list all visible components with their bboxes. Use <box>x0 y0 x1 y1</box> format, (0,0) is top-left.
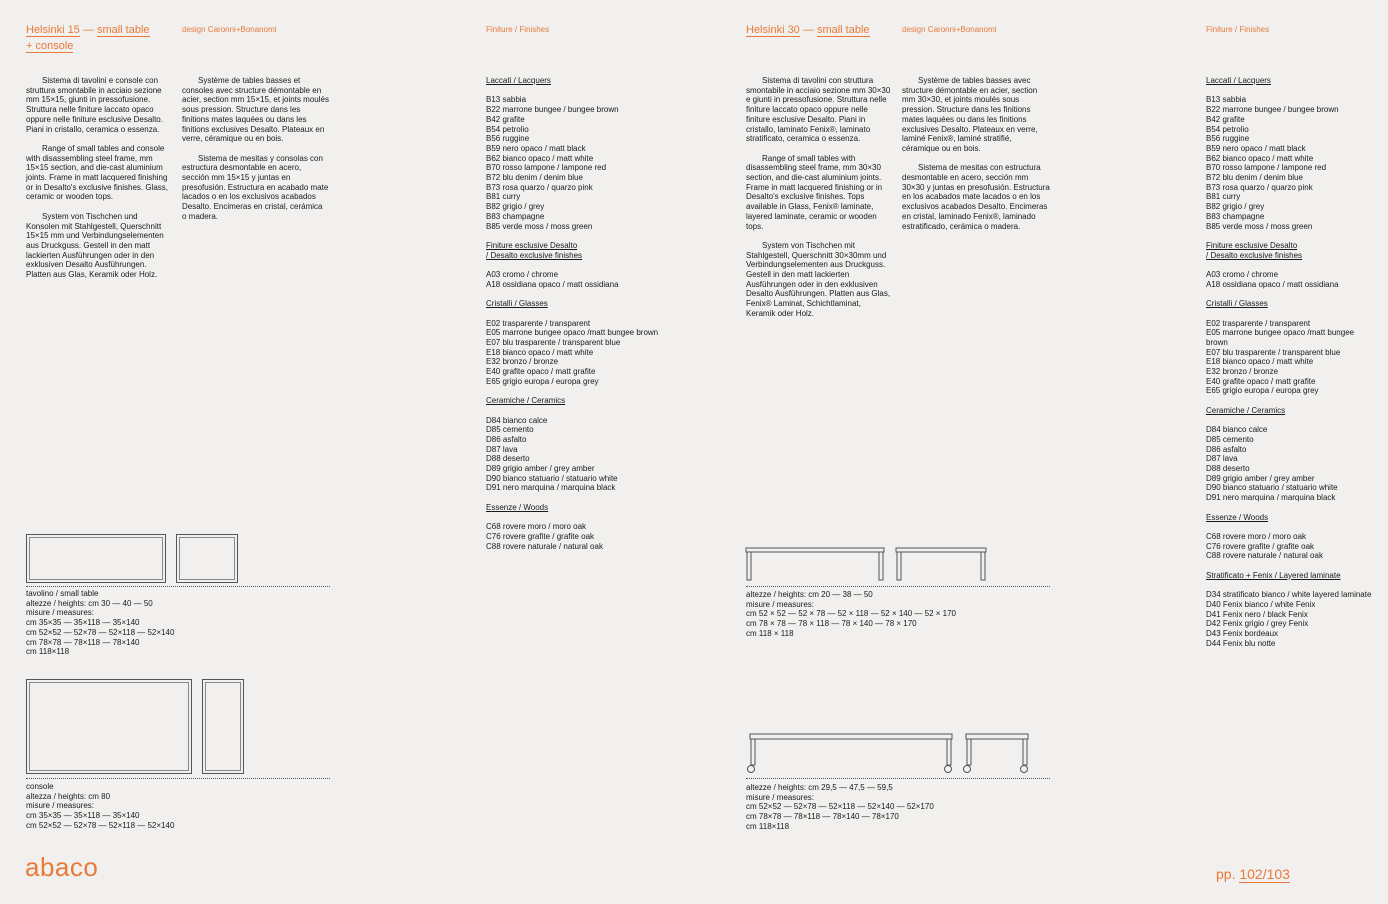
finish-item: C68 rovere moro / moro oak <box>1206 531 1307 541</box>
right-design-credit: design Caronni+Bonanomi <box>902 25 997 34</box>
finish-item: B56 ruggine <box>486 134 530 144</box>
page-numbers <box>1216 866 1290 882</box>
finish-item: D89 grigio amber / grey amber <box>1206 473 1315 483</box>
finish-item: E65 grigio europa / europa grey <box>486 376 599 386</box>
spec-line: misure / measures: <box>746 599 815 609</box>
spec-line: cm 52×52 — 52×78 — 52×118 — 52×140 <box>26 820 175 830</box>
finish-item: C76 rovere grafite / grafite oak <box>486 531 595 541</box>
finish-group <box>486 241 661 290</box>
right-title-type: small table <box>816 24 870 36</box>
finish-item: B56 ruggine <box>1206 134 1250 144</box>
finish-item: B22 marrone bungee / bungee brown <box>1206 105 1339 115</box>
left-product-title <box>26 22 150 54</box>
finish-item: E32 bronzo / bronze <box>486 357 559 367</box>
finish-item: D34 stratificato bianco / white layered laminate <box>1206 590 1372 600</box>
right-spec-low <box>746 590 956 639</box>
pages-prefix: pp. <box>1216 866 1236 882</box>
finish-item: E18 bianco opaco / matt white <box>1206 357 1314 367</box>
right-finishes-label: Finiture / Finishes <box>1206 25 1270 34</box>
finish-item: B82 grigio / grey <box>486 202 545 212</box>
finish-group <box>486 76 661 231</box>
finish-item: B22 marrone bungee / bungee brown <box>486 105 619 115</box>
finish-item: E32 bronzo / bronze <box>1206 367 1279 377</box>
description-paragraph: Sistema di tavolini e console con struttura smontabile in acciaio sezione mm 15×15, giunti in pressofusione. Struttura nelle finiture laccato opaco oppure nelle finiture esclusive Desalto. Piani in cristallo, ceramica o essenza. <box>26 76 163 134</box>
finish-item: B62 bianco opaco / matt white <box>486 153 594 163</box>
finish-item: B85 verde moss / moss green <box>486 221 593 231</box>
finish-item: B83 champagne <box>486 211 545 221</box>
right-product-title <box>746 22 870 38</box>
finish-item: B13 sabbia <box>486 95 527 105</box>
description-paragraph: Range of small tables with disassembling steel frame, mm 30×30 section, and die-cast aluminium joints. Frame in matt lacquered finishing or in Desalto's exclusive finishes. Tops available in Glass, Fenix® laminate, layered laminate, ceramic or wooden tops. <box>746 153 883 231</box>
finish-item: B54 petrolio <box>486 124 529 134</box>
spec-line: misure / measures: <box>746 792 815 802</box>
title-dash: — <box>802 24 814 36</box>
finish-item: E02 trasparente / transparent <box>486 318 591 328</box>
description-paragraph: System von Tischchen und Konsolen mit Stahlgestell, Querschnitt 15×15 mm und Verbindungselementen aus Druckguss. Gestell in den matt lackierten Ausführungen oder in den exklusiven Desalto Ausführungen. Platten aus Glas, Keramik oder Holz. <box>26 211 164 280</box>
finish-item: D40 Fenix bianco / white Fenix <box>1206 599 1316 609</box>
finish-item: B81 curry <box>486 192 521 202</box>
finish-item: E07 blu trasparente / transparent blue <box>486 337 621 347</box>
finish-item: E18 bianco opaco / matt white <box>486 347 594 357</box>
left-title-console: + console <box>26 40 74 52</box>
description-paragraph: Système de tables basses et consoles avec structure démontable en acier, section mm 15×15, et joints moulés sous pression. Structure dans les finitions mates laquées ou dans les finitions exclusives Desalto. Plateaux en verre, céramique ou en bois. <box>182 76 329 144</box>
finish-item: E40 grafite opaco / matt grafite <box>486 367 596 377</box>
castor-table-drawing <box>746 734 1036 776</box>
finish-item: A18 ossidiana opaco / matt ossidiana <box>1206 279 1339 289</box>
spec-line: altezze / heights: cm 20 — 38 — 50 <box>746 590 873 599</box>
spec-line: cm 52 × 52 — 52 × 78 — 52 × 118 — 52 × 140 — 52 × 170 <box>746 609 956 619</box>
finish-item: B70 rosso lampone / lampone red <box>486 163 607 173</box>
finish-item: B72 blu denim / denim blue <box>486 173 583 183</box>
finish-group <box>486 396 661 493</box>
finish-item: D86 asfalto <box>486 434 527 444</box>
finish-group <box>1206 406 1376 503</box>
finish-item: D88 deserto <box>1206 464 1250 474</box>
spec-line: cm 35×35 — 35×118 — 35×140 <box>26 618 140 628</box>
finish-group-heading: Laccati / Lacquers <box>486 76 551 85</box>
description-paragraph: Sistema de mesitas con estructura desmontable en acero, sección mm 30×30 y juntas en presofusión. Estructura en los acabados mate lacados o en los exclusivos acabados Desalto. Encimeras en cristal, laminado Fenix®, laminado estratificado, cerámica o madera. <box>902 163 1050 231</box>
finish-item: B81 curry <box>1206 192 1241 202</box>
description-paragraph: Sistema di tavolini con struttura smontabile in acciaio sezione mm 30×30 e giunti in pressofusione. Struttura nelle finiture laccato opaco oppure nelle finiture esclusive Desalto. Piani in cristallo, laminato Fenix®, laminato stratificato, ceramica o essenza. <box>746 76 891 144</box>
right-title-name: Helsinki 30 <box>746 24 800 36</box>
finish-group <box>486 503 661 552</box>
finish-group <box>486 299 661 386</box>
finish-group-heading: Cristalli / Glasses <box>1206 299 1268 309</box>
divider <box>746 586 1050 587</box>
finish-item: B83 champagne <box>1206 211 1265 221</box>
finish-group-heading: Finiture esclusive Desalto / Desalto exclusive finishes <box>1206 240 1303 260</box>
finish-group <box>1206 241 1376 290</box>
spec-line: misure / measures: <box>26 801 95 811</box>
spec-line: misure / measures: <box>26 608 95 618</box>
left-finishes-list <box>486 76 661 561</box>
low-table-drawing <box>746 548 996 584</box>
finish-item: E40 grafite opaco / matt grafite <box>1206 376 1316 386</box>
pages-value: 102/103 <box>1239 866 1290 882</box>
finish-item: B73 rosa quarzo / quarzo pink <box>486 182 593 192</box>
finish-item: D90 bianco statuario / statuario white <box>486 473 618 483</box>
finish-item: E02 trasparente / transparent <box>1206 318 1311 328</box>
finish-item: C88 rovere naturale / natural oak <box>486 541 603 551</box>
finish-group <box>1206 571 1376 649</box>
finish-group <box>1206 513 1376 562</box>
finish-item: E65 grigio europa / europa grey <box>1206 386 1319 396</box>
finish-item: A18 ossidiana opaco / matt ossidiana <box>486 279 619 289</box>
console-drawing <box>202 679 244 774</box>
finish-item: D86 asfalto <box>1206 444 1247 454</box>
spec-line: altezze / heights: cm 30 — 40 — 50 <box>26 598 153 608</box>
divider <box>26 778 330 779</box>
left-design-credit: design Caronni+Bonanomi <box>182 25 277 34</box>
divider <box>746 778 1050 779</box>
finish-item: B82 grigio / grey <box>1206 202 1265 212</box>
finish-group-heading: Essenze / Woods <box>1206 512 1269 522</box>
spec-line: cm 78×78 — 78×118 — 78×140 — 78×170 <box>746 812 899 822</box>
spec-line: altezza / heights: cm 80 <box>26 791 111 801</box>
title-dash: — <box>82 24 94 36</box>
finish-item: D41 Fenix nero / black Fenix <box>1206 609 1308 619</box>
finish-item: D84 bianco calce <box>1206 425 1268 435</box>
spec-line: cm 78 × 78 — 78 × 118 — 78 × 140 — 78 × 170 <box>746 619 917 629</box>
finish-item: B85 verde moss / moss green <box>1206 221 1313 231</box>
finish-item: D44 Fenix blu notte <box>1206 638 1276 648</box>
right-finishes-list <box>1206 76 1376 658</box>
finish-group <box>1206 76 1376 231</box>
finish-item: B59 nero opaco / matt black <box>486 143 586 153</box>
finish-group-heading: Finiture esclusive Desalto / Desalto exclusive finishes <box>486 240 583 260</box>
spec-line: tavolino / small table <box>26 589 99 598</box>
finish-group <box>1206 299 1376 396</box>
finish-item: C76 rovere grafite / grafite oak <box>1206 541 1315 551</box>
finish-item: C88 rovere naturale / natural oak <box>1206 551 1323 561</box>
right-desc-col1 <box>746 76 892 328</box>
finish-item: D91 nero marquina / marquina black <box>486 483 616 493</box>
left-spec-small-table <box>26 589 174 657</box>
left-title-type: small table <box>96 24 150 36</box>
finish-item: B42 grafite <box>486 114 525 124</box>
finish-item: C68 rovere moro / moro oak <box>486 522 587 532</box>
left-desc-col1 <box>26 76 171 289</box>
finish-item: E05 marrone bungee opaco /matt bungee brown <box>486 328 659 338</box>
description-paragraph: Système de tables basses avec structure démontable en acier, section mm 30×30, et joints moulés sous pression. Structure dans les finitions mates laquées ou dans les finitions exclusives Desalto. Plateaux en verre, laminé Fenix®, laminé stratifié, céramique ou en bois. <box>902 76 1038 153</box>
finish-item: B13 sabbia <box>1206 95 1247 105</box>
spec-line: altezze / heights: cm 29,5 — 47,5 — 59,5 <box>746 783 893 792</box>
left-finishes-label: Finiture / Finishes <box>486 25 550 34</box>
finish-item: B42 grafite <box>1206 114 1245 124</box>
finish-item: D84 bianco calce <box>486 415 548 425</box>
spec-line: cm 35×35 — 35×118 — 35×140 <box>26 811 140 821</box>
left-title-name: Helsinki 15 <box>26 24 80 36</box>
small-table-drawing <box>26 534 166 583</box>
finish-item: D43 Fenix bordeaux <box>1206 628 1279 638</box>
right-desc-col2 <box>902 76 1050 241</box>
finish-item: E07 blu trasparente / transparent blue <box>1206 347 1341 357</box>
finish-group-heading: Stratificato + Fenix / Layered laminate <box>1206 570 1341 580</box>
finish-item: D85 cemento <box>486 425 534 435</box>
finish-item: B70 rosso lampone / lampone red <box>1206 163 1327 173</box>
divider <box>26 586 330 587</box>
spec-line: cm 118×118 <box>26 647 70 657</box>
spec-line: cm 52×52 — 52×78 — 52×118 — 52×140 — 52×170 <box>746 802 934 812</box>
spec-line: console <box>26 782 54 791</box>
finish-item: D88 deserto <box>486 454 530 464</box>
finish-item: B72 blu denim / denim blue <box>1206 173 1303 183</box>
finish-item: E05 marrone bungee opaco /matt bungee brown <box>1206 328 1355 347</box>
finish-item: B54 petrolio <box>1206 124 1249 134</box>
spec-line: cm 118×118 <box>746 821 790 831</box>
finish-group-heading: Ceramiche / Ceramics <box>486 396 566 406</box>
brand-logo: abaco <box>25 852 99 882</box>
small-table-drawing <box>176 534 238 583</box>
left-spec-console <box>26 782 174 831</box>
finish-item: A03 cromo / chrome <box>1206 270 1279 280</box>
finish-item: D91 nero marquina / marquina black <box>1206 493 1336 503</box>
finish-group-heading: Cristalli / Glasses <box>486 299 548 309</box>
finish-item: A03 cromo / chrome <box>486 270 559 280</box>
left-desc-col2 <box>182 76 329 231</box>
description-paragraph: Sistema de mesitas y consolas con estructura desmontable en acero, sección mm 15×15 y juntas en presofusión. Estructura en acabado mate lacados o en los exclusivos acabados Desalto. Encimeras en cristal, cerámica o madera. <box>182 153 329 221</box>
finish-item: B59 nero opaco / matt black <box>1206 143 1306 153</box>
finish-item: B62 bianco opaco / matt white <box>1206 153 1314 163</box>
finish-item: D85 cemento <box>1206 434 1254 444</box>
finish-group-heading: Ceramiche / Ceramics <box>1206 405 1286 415</box>
spec-line: cm 118 × 118 <box>746 628 794 638</box>
spec-line: cm 52×52 — 52×78 — 52×118 — 52×140 <box>26 627 175 637</box>
finish-item: B73 rosa quarzo / quarzo pink <box>1206 182 1313 192</box>
spec-line: cm 78×78 — 78×118 — 78×140 <box>26 637 140 647</box>
right-spec-castor <box>746 783 934 832</box>
finish-item: D87 lava <box>486 444 518 454</box>
finish-item: D89 grigio amber / grey amber <box>486 464 595 474</box>
description-paragraph: System von Tischchen mit Stahlgestell, Querschnitt 30×30mm und Verbindungselementen aus Druckguss. Gestell in den matt lackierten Ausführungen oder in den exklusiven Desalto Ausführungen. Platten aus Glas, Fenix® Laminat, Schichtlaminat, Keramik oder Holz. <box>746 240 891 318</box>
finish-group-heading: Essenze / Woods <box>486 502 549 512</box>
finish-group-heading: Laccati / Lacquers <box>1206 76 1271 85</box>
finish-item: D42 Fenix grigio / grey Fenix <box>1206 619 1309 629</box>
finish-item: D87 lava <box>1206 454 1238 464</box>
description-paragraph: Range of small tables and console with disassembling steel frame, mm 15×15 section, and die-cast aluminium joints. Frame in matt lacquered finishing or in Desalto's exclusive finishes. Glass, ceramic or wooden tops. <box>26 143 169 202</box>
finish-item: D90 bianco statuario / statuario white <box>1206 483 1338 493</box>
console-drawing <box>26 679 192 774</box>
